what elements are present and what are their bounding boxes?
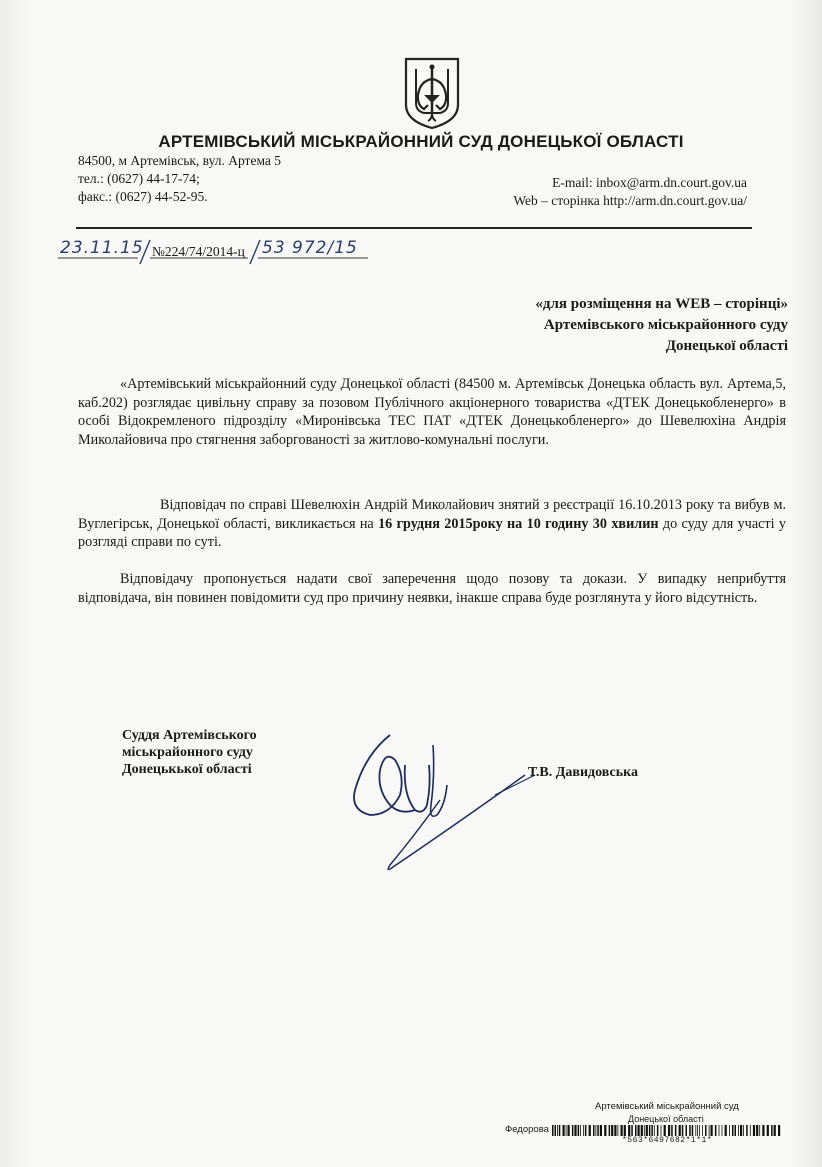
barcode-stripe — [552, 1125, 554, 1136]
barcode-stripe — [557, 1125, 558, 1136]
barcode-stripe — [614, 1125, 616, 1136]
body-paragraph-3 — [78, 570, 786, 607]
barcode-stripe — [689, 1125, 691, 1136]
signer-line3: Донецькької області — [122, 762, 252, 777]
barcode-stripe — [559, 1125, 561, 1136]
barcode-stripe — [740, 1125, 742, 1136]
body-paragraph-1 — [78, 375, 786, 449]
court-website: Web – сторінка http://arm.dn.court.gov.ua/ — [513, 193, 747, 208]
barcode-stripe — [762, 1125, 764, 1136]
barcode-stripe — [725, 1125, 727, 1136]
barcode-stripe — [729, 1125, 730, 1136]
signer-line1: Суддя Артемівського — [122, 728, 257, 743]
court-phone: тел.: (0627) 44-17-74; — [78, 171, 200, 186]
barcode-stripe — [628, 1125, 630, 1136]
letterhead-divider — [76, 227, 752, 229]
barcode-stripe — [644, 1125, 645, 1136]
court-email: E-mail: inbox@arm.dn.court.gov.ua — [552, 175, 747, 190]
barcode-stripe — [589, 1125, 591, 1136]
barcode-stripe — [743, 1125, 744, 1136]
barcode-stripe — [566, 1125, 567, 1136]
handwritten-outgoing-number: 53 972/15 — [262, 238, 358, 258]
barcode-stripe — [568, 1125, 570, 1136]
barcode-stripe — [578, 1125, 580, 1136]
judge-name: Т.В. Давидовська — [528, 765, 638, 780]
barcode-stripe — [585, 1125, 587, 1136]
barcode-stripe — [705, 1125, 707, 1136]
paragraph-1-text: «Артемівський міськрайонний суду Донецької області (84500 м. Артемівськ Донецька область вул. Артема,5, каб.202) розглядає цивільну справу за позовом Публічного акціонерного товариства «ДТЕК Донецькобленерго» в особі Відокремленого підрозділу «Миронівська ТЕС ПАТ «ДТЕК Донецькобленерго» до Шевелюхіна Андрія Миколайовича про стягнення заборгованості за житлово-комунальні послуги. — [78, 376, 786, 448]
hearing-at: на — [502, 515, 527, 532]
signer-title — [122, 727, 257, 778]
barcode-stripe — [654, 1125, 655, 1136]
paragraph-2-end: до суду для участі у розгляді справи по суті. — [78, 515, 786, 550]
barcode-stripe — [732, 1125, 734, 1136]
barcode-stripe — [695, 1125, 696, 1136]
barcode-stripe — [664, 1125, 666, 1136]
barcode-stripe — [682, 1125, 684, 1136]
barcode-stripe — [555, 1125, 557, 1136]
barcode-stripe — [563, 1125, 565, 1136]
barcode-stripe — [671, 1125, 673, 1136]
paragraph-3-text: Відповідачу пропонується надати свої заперечення щодо позову та докази. У випадку неприбуття відповідача, він повинен повідомити суд про причину неявки, інакше справа буде розглянута у його відсутність. — [78, 571, 786, 606]
barcode-stripe — [611, 1125, 613, 1136]
barcode-stripe — [631, 1125, 633, 1136]
hearing-date: 16 грудня 2015року — [378, 515, 503, 532]
barcode-stripe — [715, 1125, 717, 1136]
barcode-stripe — [624, 1125, 626, 1136]
barcode-stripe — [756, 1125, 758, 1136]
court-address: 84500, м Артемівськ, вул. Артема 5 — [78, 153, 282, 168]
web-placement-note — [535, 294, 788, 357]
barcode-number: *563*6497682*1*1* — [622, 1136, 713, 1145]
barcode-stripe — [574, 1125, 576, 1136]
barcode-stripe — [709, 1125, 710, 1136]
paragraph-2-text — [78, 496, 786, 552]
barcode-stripe — [618, 1125, 619, 1136]
barcode-stripe — [580, 1125, 581, 1136]
barcode-stripe — [675, 1125, 677, 1136]
signer-line2: міськрайонного суду — [122, 745, 253, 760]
paragraph-2-start: Відповідач по справі Шевелюхін Андрій Миколайович знятий з реєстрації 16.10.2013 року та вибув м. Вуглегірськ, Донецької області, викликається на — [78, 497, 786, 532]
case-number: №224/74/2014-ц — [152, 244, 245, 259]
barcode-stripe — [697, 1125, 698, 1136]
barcode-stripe — [651, 1125, 653, 1136]
barcode-stripe — [750, 1125, 751, 1136]
coat-of-arms-emblem — [402, 55, 462, 131]
body-paragraph-2 — [78, 496, 786, 552]
barcode-stripe — [635, 1125, 637, 1136]
barcode-stripe — [711, 1125, 713, 1136]
barcode-stripe — [593, 1125, 595, 1136]
handwritten-signature — [345, 715, 545, 885]
barcode-stripe — [746, 1125, 748, 1136]
barcode-stripe — [702, 1125, 703, 1136]
barcode-stripe — [641, 1125, 643, 1136]
web-note-line3: Донецької області — [665, 338, 788, 354]
barcode-stripe — [583, 1125, 584, 1136]
barcode-stripe — [638, 1125, 640, 1136]
barcode-stripe — [699, 1125, 700, 1136]
barcode-stripe — [679, 1125, 681, 1136]
barcode-stripe — [759, 1125, 760, 1136]
court-fax: факс.: (0627) 44-52-95. — [78, 189, 208, 204]
stamp-clerk-name: Федорова — [505, 1124, 549, 1135]
barcode-stripe — [753, 1125, 755, 1136]
stamp-region: Донецької області — [628, 1114, 704, 1124]
barcode-stripe — [657, 1125, 659, 1136]
handwritten-date: 23.11.15 — [60, 238, 144, 258]
barcode-stripe — [767, 1125, 769, 1136]
barcode-stripe — [597, 1125, 599, 1136]
barcode-stripe — [778, 1125, 780, 1136]
barcode-stripe — [668, 1125, 670, 1136]
court-name-heading: АРТЕМІВСЬКИЙ МІСЬКРАЙОННИЙ СУД ДОНЕЦЬКОЇ ОБЛАСТІ — [158, 132, 684, 151]
barcode-stripe — [646, 1125, 648, 1136]
barcode-stripe — [572, 1125, 574, 1136]
barcode-stripe — [600, 1125, 602, 1136]
barcode-stripe — [722, 1125, 723, 1136]
barcode-stripe — [738, 1125, 739, 1136]
barcode-stripe — [719, 1125, 720, 1136]
barcode-stripe — [686, 1125, 688, 1136]
barcode-stripe — [596, 1125, 597, 1136]
web-note-line2: Артемівського міськрайонного суду — [543, 317, 788, 333]
barcode-stripe — [609, 1125, 611, 1136]
hearing-time: 10 годину 30 хвилин — [526, 515, 659, 532]
barcode-stripe — [692, 1125, 694, 1136]
barcode-stripe — [604, 1125, 606, 1136]
barcode-stripe — [774, 1125, 776, 1136]
barcode-stripe — [771, 1125, 773, 1136]
web-note-line1: «для розміщення на WEB – сторінці» — [535, 296, 788, 312]
stamp-court-name: Артемівський міськрайонний суд — [595, 1101, 739, 1112]
barcode-stripe — [735, 1125, 737, 1136]
barcode-stripe — [661, 1125, 662, 1136]
barcode — [552, 1125, 782, 1136]
barcode-stripe — [621, 1125, 623, 1136]
barcode-stripe — [649, 1125, 651, 1136]
